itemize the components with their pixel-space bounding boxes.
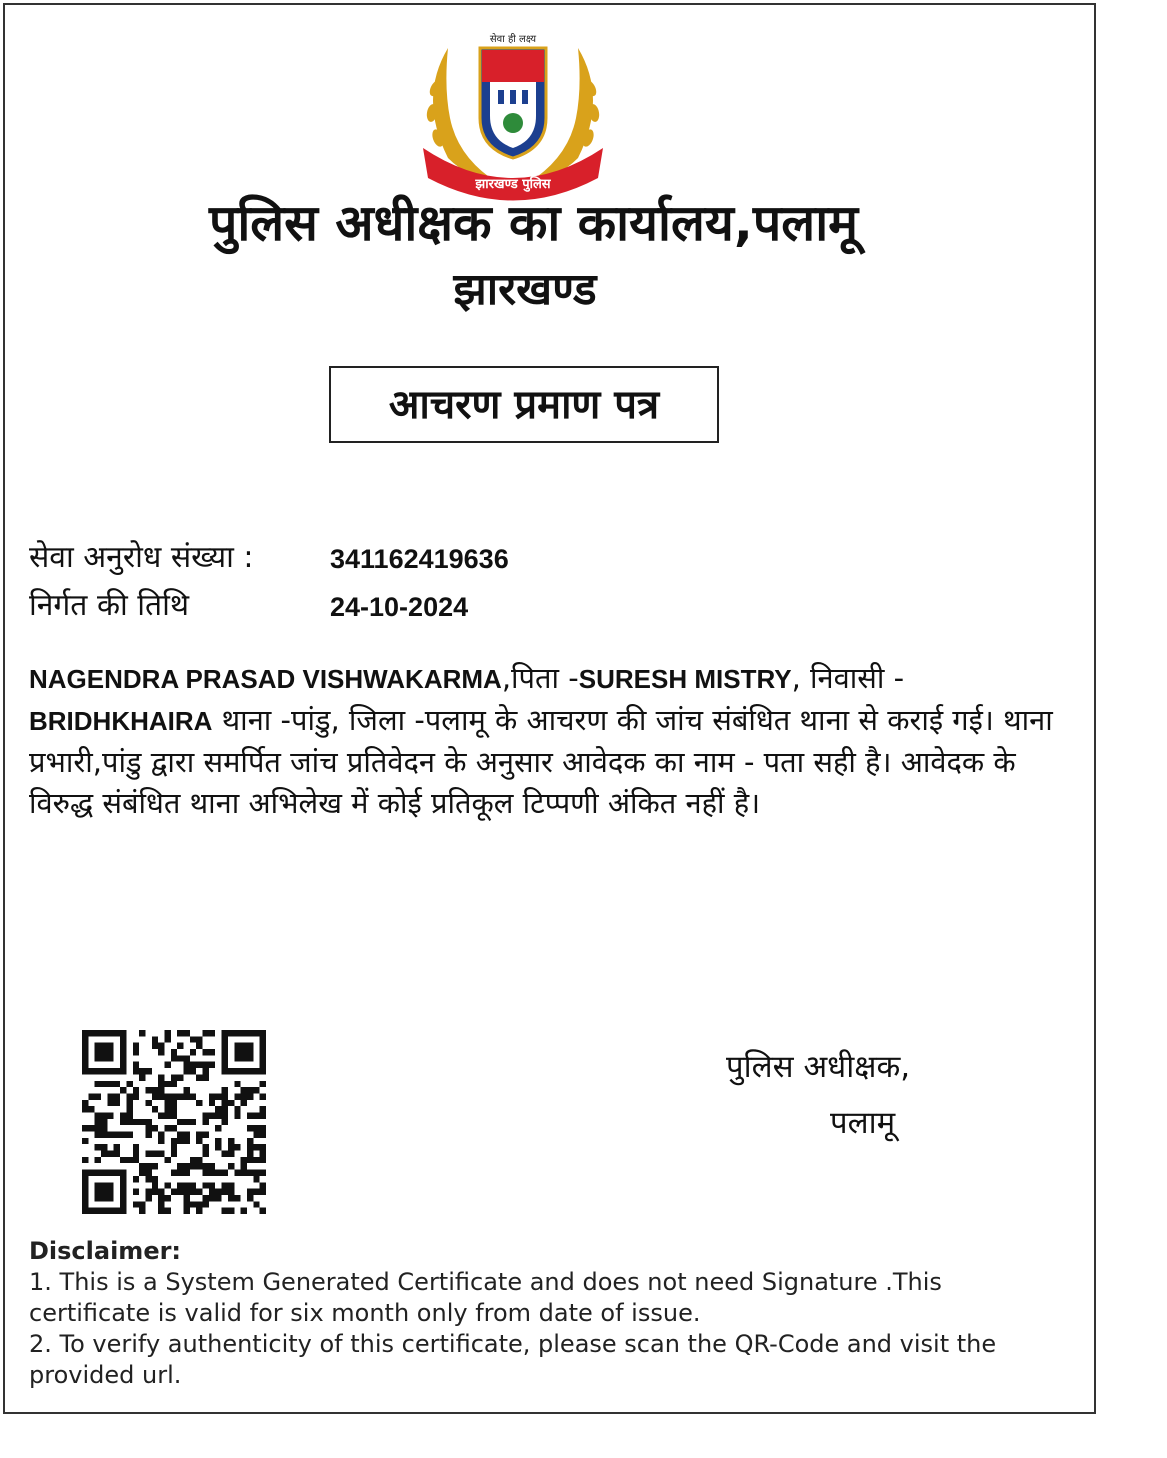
request-label: सेवा अनुरोध संख्या :: [29, 540, 254, 575]
disclaimer-heading: Disclaimer:: [29, 1237, 182, 1265]
jharkhand-police-emblem: [408, 18, 618, 208]
resident-label: , निवासी -: [791, 661, 905, 695]
disclaimer: [29, 1236, 1069, 1391]
request-number: 341162419636: [330, 544, 509, 574]
disclaimer-line-2: 2. To verify authenticity of this certificate, please scan the QR-Code and visit the provided url.: [29, 1330, 997, 1389]
signatory-designation: पुलिस अधीक्षक,: [726, 1049, 911, 1085]
verification-qr-code[interactable]: [82, 1030, 266, 1214]
father-label: ,पिता -: [501, 661, 579, 695]
emblem-motto: सेवा ही लक्ष्य: [489, 34, 537, 45]
issue-date: 24-10-2024: [330, 592, 469, 622]
date-label: निर्गत की तिथि: [29, 588, 190, 623]
applicant-name: NAGENDRA PRASAD VISHWAKARMA: [29, 664, 502, 694]
signatory-place: पलामू: [830, 1105, 896, 1141]
certificate-body: [29, 658, 1084, 824]
father-name: SURESH MISTRY: [578, 664, 792, 694]
certificate-title: आचरण प्रमाण पत्र: [329, 366, 719, 443]
office-title: पुलिस अधीक्षक का कार्यालय,पलामू: [208, 194, 859, 252]
office-state: झारखण्ड: [453, 264, 597, 315]
body-text: थाना -पांडु, जिला -पलामू के आचरण की जांच संबंधित थाना से कराई गई। थाना प्रभारी,पांडु द्वारा समर्पित जांच प्रतिवेदन के अनुसार आवेदक का नाम - पता सही है। आवेदक के विरुद्ध संबंधित थाना अभिलेख में कोई प्रतिकूल टिप्पणी अंकित नहीं है।: [29, 703, 1053, 820]
emblem-banner: झारखण्ड पुलिस: [475, 177, 551, 192]
disclaimer-line-1: 1. This is a System Generated Certificate and does not need Signature .This certificate is valid for six month only from date of issue.: [29, 1268, 942, 1327]
village-name: BRIDHKHAIRA: [29, 706, 213, 736]
